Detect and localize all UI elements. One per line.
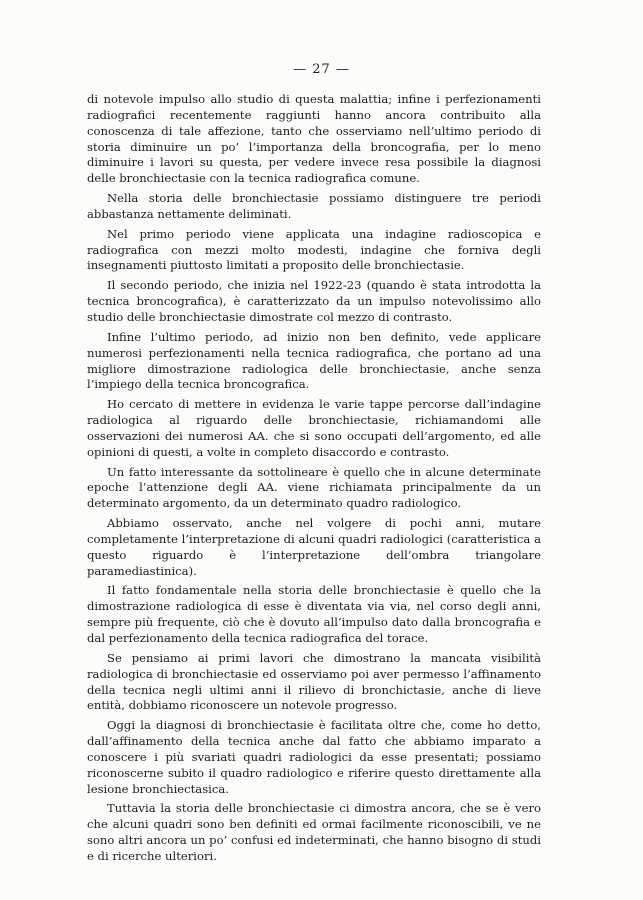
paragraph: Tuttavia la storia delle bronchiectasie ci dimostra ancora, che se è vero che alcuni quadri sono ben definiti ed ormai facilmente riconoscibili, ve ne sono altri ancora un po’ confusi ed indeterminati, che hanno bisogno di studi e di ricerche ulteriori. [87, 801, 541, 863]
paragraph: Il secondo periodo, che inizia nel 1922-23 (quando è stata introdotta la tecnica broncografica), è caratterizzato da un impulso notevolissimo allo studio delle bronchiectasie dimostrate col mezzo di contrasto. [87, 278, 541, 324]
paragraph: Oggi la diagnosi di bronchiectasie è facilitata oltre che, come ho detto, dall’affinamento della tecnica anche dal fatto che abbiamo imparato a conoscere i più svariati quadri radiologici da esse presentati; possiamo riconoscerne subito il quadro radiologico e riferire questo direttamente alla lesione bronchiectasica. [87, 718, 541, 796]
paragraph: Nel primo periodo viene applicata una indagine radioscopica e radiografica con mezzi molto modesti, indagine che forniva degli insegnamenti piuttosto limitati a proposito delle bronchiectasie. [87, 226, 541, 273]
paragraph-continuation: di notevole impulso allo studio di questa malattia; infine i perfezionamenti radiografici recentemente raggiunti hanno ancora contribuito alla conoscenza di tale affezione, tanto che osserviamo nell’ultimo periodo di storia diminuire un po’ l’importanza della broncografia, per lo meno diminuire i lavori su questa, per vedere invece resa possibile la diagnosi delle bronchiectasie con la tecnica radiografica comune. [87, 92, 541, 186]
paragraph: Ho cercato di mettere in evidenza le varie tappe percorse dall’indagine radiologica al riguardo delle bronchiectasie, richiamandomi alle osservazioni dei numerosi AA. che si sono occupati dell’argomento, ed alle opinioni di questi, a volte in completo disaccordo e contrasto. [87, 397, 541, 459]
page-number: — 27 — [293, 62, 350, 77]
paragraph: Nella storia delle bronchiectasie possiamo distinguere tre periodi abbastanza nettamente deliminati. [87, 191, 541, 221]
paragraph: Un fatto interessante da sottolineare è quello che in alcune determinate epoche l’attenzione degli AA. viene richiamata principalmente da un determinato argomento, da un determinato quadro radiologico. [87, 464, 541, 511]
paragraph: Il fatto fondamentale nella storia delle bronchiectasie è quello che la dimostrazione radiologica di esse è diventata via via, nel corso degli anni, sempre più frequente, ciò che è dovuto all’impulso dato dalla broncografia e dal perfezionamento della tecnica radiografica del torace. [87, 583, 541, 645]
paragraph: Se pensiamo ai primi lavori che dimostrano la mancata visibilità radiologica di bronchiectasie ed osserviamo poi aver permesso l’affinamento della tecnica negli ultimi anni il rilievo di bronchictasie, anche di lieve entità, dobbiamo riconoscere un notevole progresso. [87, 650, 541, 713]
body-text [87, 92, 541, 869]
paragraph: Infine l’ultimo periodo, ad inizio non ben definito, vede applicare numerosi perfezionamenti nella tecnica radiografica, che portano ad una migliore dimostrazione radiologica delle bronchiectasie, anche senza l’impiego della tecnica broncografica. [87, 329, 541, 392]
paragraph: Abbiamo osservato, anche nel volgere di pochi anni, mutare completamente l’interpretazione di alcuni quadri radiologici (caratteristica a questo riguardo è l’interpretazione dell’ombra triangolare paramediastinica). [87, 516, 541, 578]
